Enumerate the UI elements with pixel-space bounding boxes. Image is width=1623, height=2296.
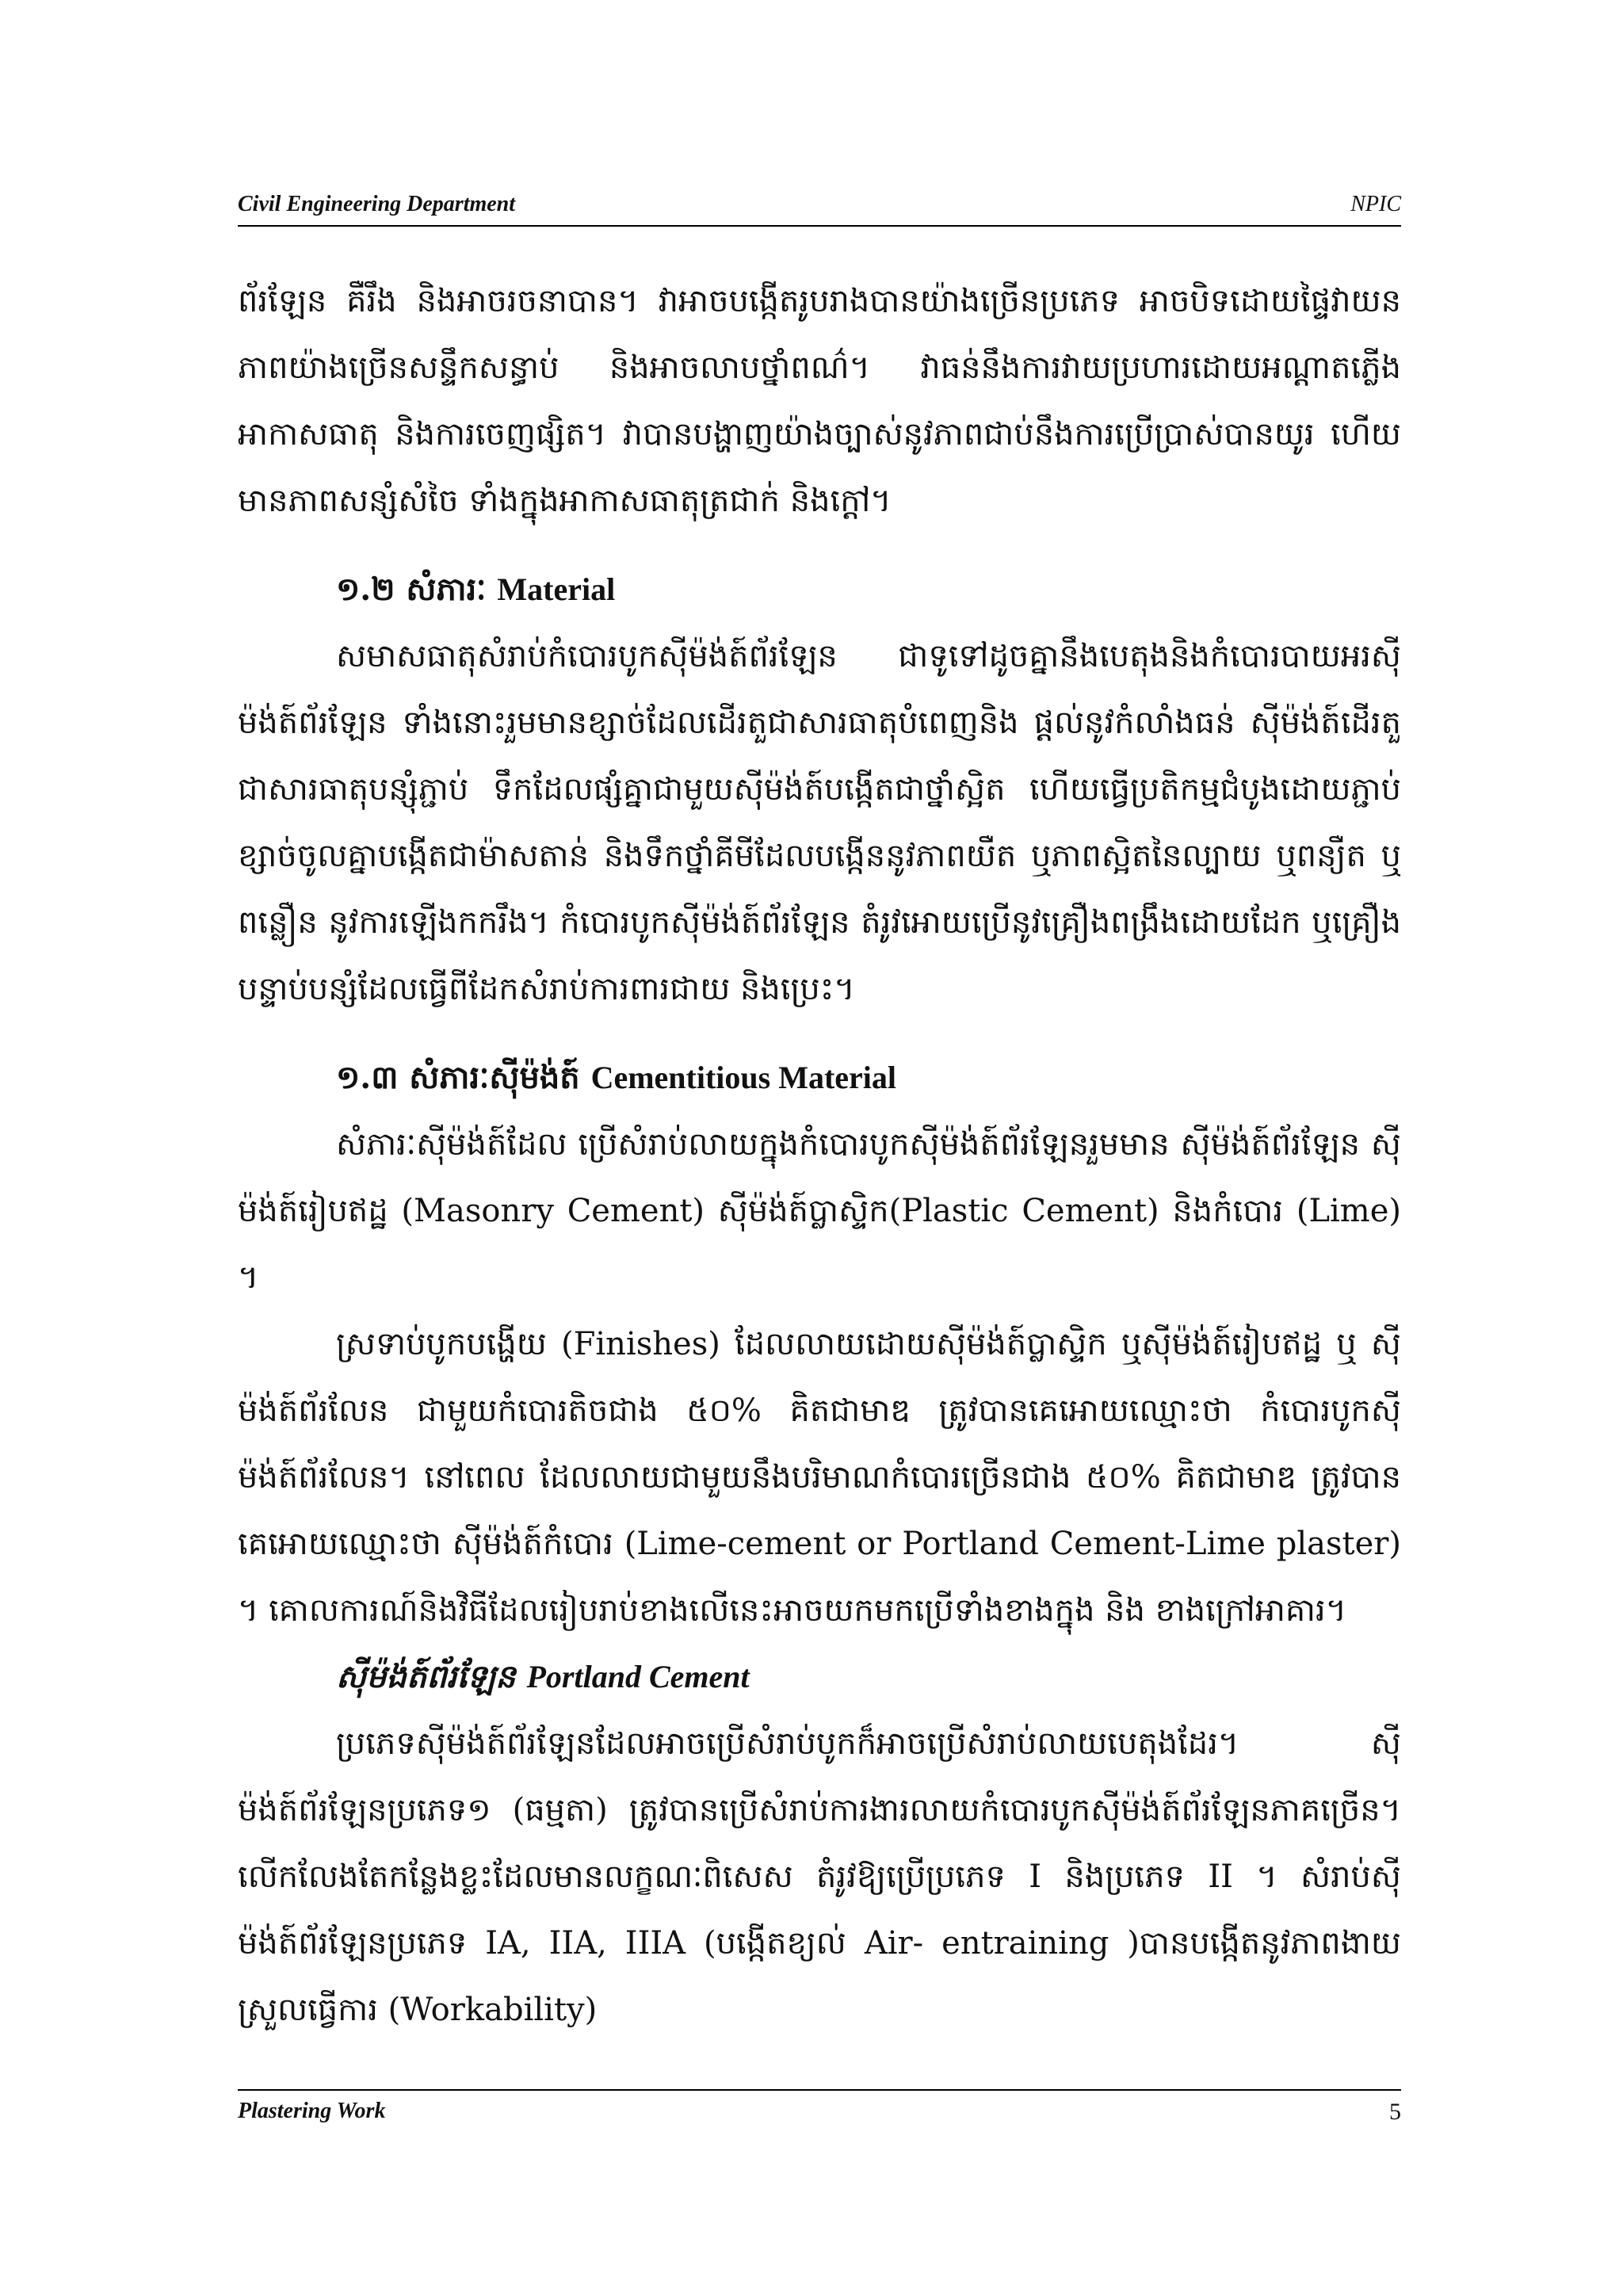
subheading-portland-cement	[336, 1644, 1401, 1710]
paragraph-intro: ព័រឡែន គឺរឹង និងអាចរចនាបាន។ វាអាចបង្កើតរូបរាងបានយ៉ាងច្រើនប្រភេទ អាចបិទដោយផ្ទៃវាយនភាពយ៉ាងច្រើនសន្ទឹកសន្ធាប់ និងអាចលាបថ្នាំពណ៌។ វាធន់នឹងការវាយប្រហារដោយអណ្ដាតភ្លើង អាកាសធាតុ និងការចេញផ្សិត។ វាបានបង្ហាញយ៉ាងច្បាស់នូវភាពជាប់នឹងការប្រើប្រាស់បានយូរ ហើយមានភាពសន្សំសំចៃ ទាំងក្នុងអាកាសធាតុត្រជាក់ និងក្ដៅ។	[238, 283, 1401, 519]
page-header	[238, 192, 1401, 227]
section-heading-material	[336, 556, 1401, 623]
section-number: ១.៣ សំភារៈស៊ីម៉ង់ត៍	[336, 1059, 580, 1096]
header-institution: NPIC	[1350, 192, 1401, 216]
section-title-latin: Material	[497, 571, 616, 607]
paragraph-finishes: ស្រទាប់បូកបង្ហើយ (Finishes) ដែលលាយដោយស៊ីម៉ង់ត៍ប្លាស្ទិក ឬស៊ីម៉ង់ត៍រៀបឥដ្ឋ ឬ ស៊ីម៉ង់ត៍ព័រលែន ជាមួយកំបោរតិចជាង ៥០% គិតជាមាឌ ត្រូវបានគេអោយឈ្មោះថា កំបោរបូកស៊ីម៉ង់ត៍ព័រលែន។ នៅពេល ដែលលាយជាមួយនឹងបរិមាណកំបោរច្រើនជាង ៥០% គិតជាមាឌ ត្រូវបានគេអោយឈ្មោះថា ស៊ីម៉ង់ត៍កំបោរ (Lime-cement or Portland Cement-Lime plaster) ។ គោលការណ៍និងវិធីដែលរៀបរាប់ខាងលើនេះអាចយកមកប្រើទាំងខាងក្នុង និង ខាងក្រៅអាគារ។	[238, 1326, 1401, 1629]
page-content	[238, 268, 1401, 2043]
section-number: ១.២ សំភារៈ	[336, 571, 487, 608]
footer-title: Plastering Work	[238, 2099, 386, 2123]
section-title-latin: Cementitious Material	[590, 1060, 897, 1095]
paragraph-portland-cement: ប្រភេទស៊ីម៉ង់ត៍ព័រឡែនដែលអាចប្រើសំរាប់បូកក៏អាចប្រើសំរាប់លាយបេតុងដែរ។ ស៊ីម៉ង់ត៍ព័រឡែនប្រភេទ១ (ធម្មតា) ត្រូវបានប្រើសំរាប់ការងារលាយកំបោរបូកស៊ីម៉ង់ត៍ព័រឡែនភាគច្រើន។ លើកលែងតែកន្លែងខ្លះដែលមានលក្ខណៈពិសេស តំរូវឱ្យប្រើប្រភេទ I និងប្រភេទ II ។ សំរាប់ស៊ីម៉ង់ត៍ព័រឡែនប្រភេទ IA, IIA, IIIA (បង្កើតខ្យល់ Air- entraining )បានបង្កើតនូវភាពងាយស្រួលធ្វើការ (Workability)	[238, 1725, 1402, 2028]
header-department: Civil Engineering Department	[238, 192, 516, 216]
paragraph-material: សមាសធាតុសំរាប់កំបោរបូកស៊ីម៉ង់ត៍ព័រឡែន ជាទូទៅដូចគ្នានឹងបេតុងនិងកំបោរបាយអរស៊ីម៉ង់ត៍ព័រឡែន ទាំងនោះរួមមានខ្សាច់ដែលដើរតួជាសារធាតុបំពេញនិង ផ្ដល់នូវកំលាំងធន់ ស៊ីម៉ង់ត៍ដើរតួជាសារធាតុបន្សុំភ្ជាប់ ទឹកដែលផ្សំគ្នាជាមួយស៊ីម៉ង់ត៍បង្កើតជាថ្នាំស្អិត ហើយធ្វើប្រតិកម្មជំបូងដោយភ្ជាប់ខ្សាច់ចូលគ្នាបង្កើតជាម៉ាសតាន់ និងទឹកថ្នាំគីមីដែលបង្កើននូវភាពយឺត ឬភាពស្អិតនៃល្បាយ ឬពន្យឺត ឬពន្លឿន នូវការឡើងកករឹង។ កំបោរបូកស៊ីម៉ង់ត៍ព័រឡែន តំរូវអោយប្រើនូវគ្រឿងពង្រឹងដោយដែក ឬគ្រឿងបន្ទាប់បន្សំដែលធ្វើពីដែកសំរាប់ការពារជាយ និងប្រេះ។	[238, 638, 1401, 1007]
paragraph-cementitious: សំភារៈស៊ីម៉ង់ត៍ដែល ប្រើសំរាប់លាយក្នុងកំបោរបូកស៊ីម៉ង់ត៍ព័រឡែនរួមមាន ស៊ីម៉ង់ត៍ព័រឡែន ស៊ីម៉ង់ត៍រៀបឥដ្ឋ (Masonry Cement) ស៊ីម៉ង់ត៍ប្លាស្ទិក(Plastic Cement) និងកំបោរ (Lime) ។	[238, 1126, 1401, 1296]
page-number: 5	[1389, 2099, 1401, 2125]
subheading-latin: Portland Cement	[526, 1659, 750, 1694]
subheading-khmer: ស៊ីម៉ង់ត៍ព័រឡែន	[336, 1658, 516, 1695]
page-footer	[238, 2089, 1401, 2126]
section-heading-cementitious	[336, 1045, 1401, 1111]
